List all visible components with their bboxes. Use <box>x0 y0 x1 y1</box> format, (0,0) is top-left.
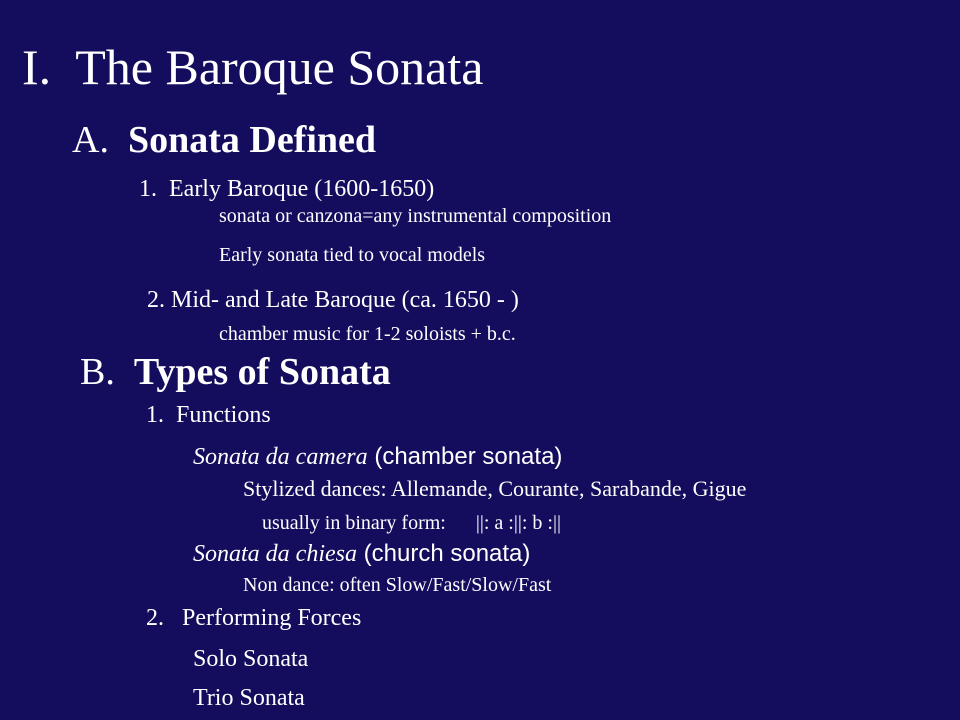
sonata-da-chiesa <box>193 542 530 566</box>
slide-title: I. The Baroque Sonata <box>22 39 484 95</box>
early-baroque-item: 1. Early Baroque (1600-1650) <box>139 176 435 202</box>
sonata-da-camera <box>193 445 562 469</box>
camera-dances-line: Stylized dances: Allemande, Courante, Sarabande, Gigue <box>243 476 747 501</box>
section-b-title: Types of Sonata <box>133 351 391 393</box>
section-b-letter: B. <box>80 351 115 393</box>
performing-forces-item: 2. Performing Forces <box>146 605 362 631</box>
section-a-heading <box>72 121 376 159</box>
sonata-da-camera-desc: (chamber sonata) <box>367 443 563 470</box>
camera-binary-form-line: usually in binary form: ||: a :||: b :|| <box>262 512 561 534</box>
section-a-title: Sonata Defined <box>127 119 377 161</box>
sonata-da-chiesa-name: Sonata da chiesa <box>193 541 357 567</box>
sonata-da-camera-name: Sonata da camera <box>193 444 368 470</box>
chiesa-line: Non dance: often Slow/Fast/Slow/Fast <box>243 574 552 596</box>
late-baroque-line-1: chamber music for 1-2 soloists + b.c. <box>219 323 516 345</box>
section-b-heading <box>80 353 391 391</box>
solo-sonata-item: Solo Sonata <box>193 646 309 672</box>
trio-sonata-item: Trio Sonata <box>193 685 305 711</box>
late-baroque-item: 2. Mid- and Late Baroque (ca. 1650 - ) <box>147 287 519 313</box>
early-baroque-line-1: sonata or canzona=any instrumental composition <box>219 205 612 227</box>
functions-item: 1. Functions <box>146 402 271 428</box>
early-baroque-line-2: Early sonata tied to vocal models <box>219 244 486 266</box>
sonata-da-chiesa-desc: (church sonata) <box>356 540 531 567</box>
section-a-letter: A. <box>72 119 109 161</box>
